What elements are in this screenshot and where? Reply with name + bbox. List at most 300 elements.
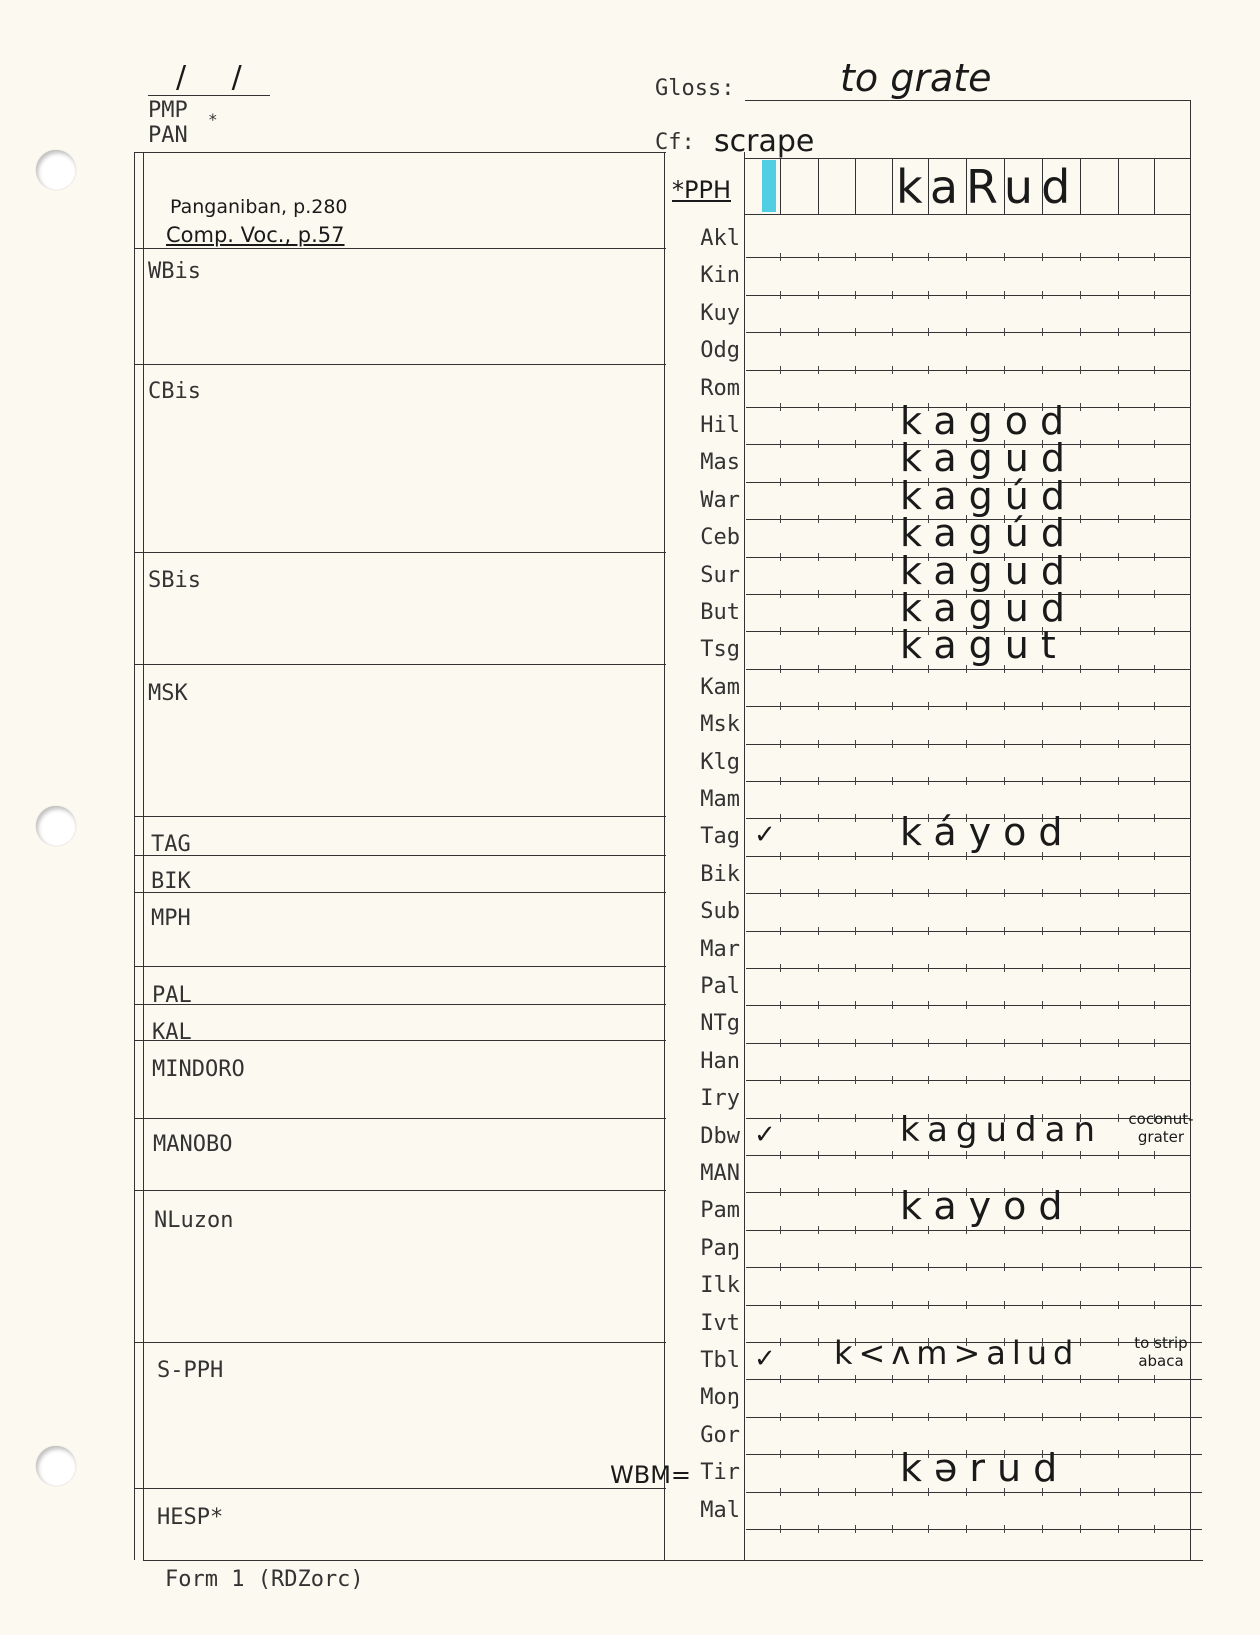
row-tick: [818, 1001, 819, 1009]
row-tick: [928, 366, 929, 374]
row-tick: [855, 1301, 856, 1309]
row-tick: [928, 1263, 929, 1271]
row-tick: [1004, 1001, 1005, 1009]
row-tick: [780, 1413, 781, 1421]
language-row-line: [746, 370, 1190, 371]
row-tick: [818, 702, 819, 710]
row-tick: [1118, 702, 1119, 710]
row-tick: [892, 964, 893, 972]
row-tick: [1042, 1039, 1043, 1047]
row-tick: [780, 852, 781, 860]
language-code: Gor: [700, 1422, 740, 1448]
row-tick: [1154, 889, 1155, 897]
row-tick: [892, 777, 893, 785]
row-tick: [855, 1450, 856, 1458]
row-tick: [1080, 328, 1081, 336]
row-tick: [892, 702, 893, 710]
row-tick: [855, 1263, 856, 1271]
row-tick: [1118, 1338, 1119, 1346]
tir-prefix: WBM=: [610, 1461, 692, 1489]
row-tick: [1080, 1525, 1081, 1533]
language-form: kərud: [900, 1446, 1070, 1491]
row-tick: [1154, 478, 1155, 486]
language-code: Mal: [700, 1497, 740, 1523]
language-code: Akl: [700, 226, 740, 251]
row-tick: [855, 1001, 856, 1009]
row-tick: [1118, 291, 1119, 299]
region-label: NLuzon: [154, 1208, 234, 1233]
region-divider: [134, 1004, 666, 1005]
row-tick: [780, 1263, 781, 1271]
row-tick: [855, 740, 856, 748]
row-tick: [1080, 665, 1081, 673]
check-mark: ✓: [754, 1119, 776, 1150]
language-row-line: [746, 1005, 1190, 1006]
row-tick: [855, 291, 856, 299]
row-tick: [1118, 1413, 1119, 1421]
source-note: Comp. Voc., p.57: [166, 223, 345, 247]
row-tick: [855, 889, 856, 897]
language-row-line: [746, 931, 1190, 932]
language-code: Mam: [700, 787, 740, 812]
row-tick: [1118, 927, 1119, 935]
row-tick: [1080, 1488, 1081, 1496]
row-tick: [1042, 253, 1043, 261]
row-tick: [780, 1039, 781, 1047]
row-tick: [855, 814, 856, 822]
row-tick: [855, 366, 856, 374]
row-tick: [1080, 291, 1081, 299]
row-tick: [818, 478, 819, 486]
row-tick: [855, 1226, 856, 1234]
row-tick: [1154, 403, 1155, 411]
row-tick: [1118, 1188, 1119, 1196]
language-row-line: [746, 706, 1190, 707]
pph-row-top: [744, 158, 1190, 159]
row-tick: [1004, 1375, 1005, 1383]
row-tick: [780, 590, 781, 598]
row-tick: [1042, 1375, 1043, 1383]
row-tick: [1004, 1525, 1005, 1533]
row-tick: [1154, 253, 1155, 261]
region-divider: [134, 1190, 666, 1191]
language-code: Ceb: [700, 525, 740, 551]
row-tick: [780, 1151, 781, 1159]
row-tick: [1080, 1001, 1081, 1009]
row-tick: [1154, 665, 1155, 673]
row-tick: [892, 1226, 893, 1234]
row-tick: [1004, 1151, 1005, 1159]
row-tick: [1004, 366, 1005, 374]
pph-grid-line: [1042, 158, 1043, 214]
row-tick: [1080, 702, 1081, 710]
row-tick: [892, 665, 893, 673]
row-tick: [966, 1151, 967, 1159]
language-code: Tsg: [700, 637, 740, 663]
row-tick: [818, 1039, 819, 1047]
row-tick: [855, 1151, 856, 1159]
row-tick: [1118, 366, 1119, 374]
row-tick: [780, 403, 781, 411]
row-tick: [855, 478, 856, 486]
row-tick: [1118, 1001, 1119, 1009]
row-tick: [1080, 1375, 1081, 1383]
row-tick: [1042, 1413, 1043, 1421]
region-label: MANOBO: [153, 1132, 233, 1157]
row-tick: [855, 1039, 856, 1047]
row-tick: [966, 889, 967, 897]
row-tick: [1042, 777, 1043, 785]
pph-grid-line: [1080, 158, 1081, 214]
language-code: Han: [700, 1048, 740, 1074]
row-tick: [966, 1413, 967, 1421]
row-tick: [1154, 852, 1155, 860]
row-tick: [1154, 590, 1155, 598]
language-code: Bik: [700, 861, 740, 887]
row-tick: [1080, 403, 1081, 411]
date-underline: [148, 95, 270, 96]
region-divider: [134, 1118, 666, 1119]
language-row-line: [746, 781, 1190, 782]
row-tick: [1042, 1076, 1043, 1084]
row-tick: [1154, 328, 1155, 336]
language-code: Dbw: [700, 1123, 740, 1149]
row-tick: [780, 1001, 781, 1009]
row-tick: [780, 1226, 781, 1234]
row-tick: [928, 1151, 929, 1159]
row-tick: [780, 627, 781, 635]
row-tick: [892, 440, 893, 448]
row-tick: [1004, 1076, 1005, 1084]
row-tick: [892, 1263, 893, 1271]
row-tick: [1154, 440, 1155, 448]
pph-grid-line: [1154, 158, 1155, 214]
gloss-underline: [745, 100, 1190, 101]
row-tick: [818, 1076, 819, 1084]
row-tick: [1004, 702, 1005, 710]
row-tick: [1080, 627, 1081, 635]
region-label: BIK: [151, 869, 191, 894]
language-row-line: [746, 669, 1190, 670]
language-form: kagúd: [900, 473, 1077, 518]
language-form: kagut: [900, 623, 1068, 668]
region-label: WBis: [148, 259, 201, 284]
region-divider: [134, 1488, 666, 1489]
row-tick: [1042, 740, 1043, 748]
language-code: MAN: [700, 1161, 740, 1186]
row-tick: [1042, 1263, 1043, 1271]
language-form: kagud: [900, 436, 1077, 481]
row-tick: [1118, 590, 1119, 598]
row-tick: [1080, 553, 1081, 561]
language-code: Tag: [700, 824, 740, 850]
language-row-line: [746, 1529, 1202, 1530]
row-tick: [855, 852, 856, 860]
row-tick: [1042, 702, 1043, 710]
region-label: TAG: [151, 832, 191, 857]
pph-grid-line: [855, 158, 856, 214]
row-tick: [892, 1151, 893, 1159]
row-tick: [892, 590, 893, 598]
row-tick: [818, 440, 819, 448]
row-tick: [928, 889, 929, 897]
row-tick: [1042, 889, 1043, 897]
row-tick: [928, 1413, 929, 1421]
row-tick: [966, 740, 967, 748]
reconstruction-label: *PPH: [672, 176, 731, 204]
row-tick: [1004, 1039, 1005, 1047]
row-tick: [892, 1188, 893, 1196]
row-tick: [1154, 1188, 1155, 1196]
row-tick: [1004, 740, 1005, 748]
row-tick: [1042, 1151, 1043, 1159]
row-tick: [1154, 515, 1155, 523]
region-label: SBis: [148, 568, 201, 593]
row-tick: [855, 403, 856, 411]
language-code: Tir: [700, 1460, 740, 1486]
row-tick: [1080, 1076, 1081, 1084]
row-tick: [818, 553, 819, 561]
row-tick: [1154, 1263, 1155, 1271]
binder-hole-top: [36, 150, 76, 190]
row-tick: [855, 964, 856, 972]
row-tick: [780, 1488, 781, 1496]
row-tick: [1042, 366, 1043, 374]
row-tick: [892, 1413, 893, 1421]
pph-grid-line: [818, 158, 819, 214]
row-tick: [1080, 964, 1081, 972]
row-tick: [928, 328, 929, 336]
language-code: Klg: [700, 749, 740, 775]
language-row-line: [746, 1417, 1202, 1418]
row-tick: [892, 253, 893, 261]
region-divider: [134, 364, 666, 365]
region-divider: [134, 816, 666, 817]
row-tick: [855, 1375, 856, 1383]
row-tick: [818, 740, 819, 748]
language-row-line: [746, 1080, 1190, 1081]
row-tick: [928, 777, 929, 785]
row-tick: [1118, 814, 1119, 822]
row-tick: [966, 1076, 967, 1084]
row-tick: [1154, 777, 1155, 785]
row-tick: [1042, 927, 1043, 935]
row-tick: [892, 403, 893, 411]
row-tick: [1080, 1151, 1081, 1159]
language-code: Mas: [700, 450, 740, 476]
language-code: Hil: [700, 413, 740, 438]
row-tick: [892, 1450, 893, 1458]
gloss-label: Gloss:: [655, 76, 735, 101]
row-tick: [780, 253, 781, 261]
row-tick: [1080, 852, 1081, 860]
language-row-line: [746, 1492, 1202, 1493]
row-tick: [1042, 291, 1043, 299]
row-tick: [1154, 964, 1155, 972]
row-tick: [928, 927, 929, 935]
row-tick: [966, 328, 967, 336]
row-tick: [780, 777, 781, 785]
row-tick: [818, 1301, 819, 1309]
row-tick: [855, 515, 856, 523]
row-tick: [966, 1039, 967, 1047]
pph-grid-line: [780, 158, 781, 214]
row-tick: [780, 553, 781, 561]
row-tick: [818, 253, 819, 261]
language-code: Moŋ: [700, 1385, 740, 1411]
row-tick: [818, 1226, 819, 1234]
language-code: Sur: [700, 562, 740, 588]
row-tick: [818, 1263, 819, 1271]
language-row-line: [746, 893, 1190, 894]
row-tick: [1118, 440, 1119, 448]
row-tick: [892, 553, 893, 561]
row-tick: [855, 927, 856, 935]
row-tick: [818, 814, 819, 822]
language-row-line: [746, 1230, 1190, 1231]
row-tick: [780, 665, 781, 673]
row-tick: [892, 1375, 893, 1383]
row-tick: [1154, 1450, 1155, 1458]
row-tick: [892, 291, 893, 299]
row-tick: [780, 1188, 781, 1196]
row-tick: [1118, 403, 1119, 411]
row-tick: [928, 1001, 929, 1009]
row-tick: [1042, 1301, 1043, 1309]
row-tick: [1118, 665, 1119, 673]
pph-grid-line: [1118, 158, 1119, 214]
row-tick: [928, 1039, 929, 1047]
row-tick: [855, 1188, 856, 1196]
row-tick: [818, 1338, 819, 1346]
row-tick: [1080, 1226, 1081, 1234]
language-row-line: [746, 1305, 1202, 1306]
row-tick: [818, 852, 819, 860]
row-tick: [855, 777, 856, 785]
row-tick: [1118, 1151, 1119, 1159]
language-row-line: [746, 1379, 1202, 1380]
row-tick: [1118, 1114, 1119, 1122]
row-tick: [855, 665, 856, 673]
row-tick: [1080, 1413, 1081, 1421]
language-row-line: [746, 1267, 1202, 1268]
row-tick: [855, 253, 856, 261]
row-tick: [780, 740, 781, 748]
row-tick: [818, 964, 819, 972]
row-tick: [892, 740, 893, 748]
region-divider: [134, 1040, 666, 1041]
row-tick: [855, 627, 856, 635]
row-tick: [1042, 1525, 1043, 1533]
row-tick: [818, 328, 819, 336]
row-tick: [818, 665, 819, 673]
row-tick: [966, 1263, 967, 1271]
row-tick: [1080, 515, 1081, 523]
row-tick: [780, 1114, 781, 1122]
row-tick: [966, 1375, 967, 1383]
language-code: Sub: [700, 899, 740, 925]
pph-grid-line: [1004, 158, 1005, 214]
row-tick: [818, 1450, 819, 1458]
row-tick: [1004, 328, 1005, 336]
row-tick: [780, 1338, 781, 1346]
row-tick: [928, 1525, 929, 1533]
row-tick: [1154, 366, 1155, 374]
row-tick: [780, 1076, 781, 1084]
row-tick: [892, 1488, 893, 1496]
reconstruction-form: kaRud: [896, 160, 1079, 214]
row-tick: [818, 1114, 819, 1122]
row-tick: [892, 1001, 893, 1009]
row-tick: [1118, 740, 1119, 748]
language-code: Paŋ: [700, 1235, 740, 1261]
row-tick: [966, 1525, 967, 1533]
region-label: PAL: [152, 983, 192, 1008]
row-tick: [892, 1114, 893, 1122]
row-tick: [780, 702, 781, 710]
row-tick: [1118, 1450, 1119, 1458]
check-mark: ✓: [754, 1344, 776, 1374]
row-tick: [928, 1076, 929, 1084]
row-tick: [818, 515, 819, 523]
language-form: kagod: [900, 399, 1077, 443]
row-tick: [818, 1375, 819, 1383]
row-tick: [855, 553, 856, 561]
language-form: kagúd: [900, 511, 1077, 556]
row-tick: [1080, 253, 1081, 261]
row-tick: [1118, 1488, 1119, 1496]
region-label: MPH: [151, 906, 191, 931]
region-divider: [134, 664, 666, 665]
row-tick: [966, 964, 967, 972]
language-row-line: [746, 295, 1190, 296]
row-tick: [818, 777, 819, 785]
row-tick: [818, 1151, 819, 1159]
row-tick: [1004, 1263, 1005, 1271]
row-tick: [780, 889, 781, 897]
row-tick: [966, 702, 967, 710]
row-tick: [780, 515, 781, 523]
row-tick: [1080, 1188, 1081, 1196]
row-tick: [818, 403, 819, 411]
row-tick: [1080, 1338, 1081, 1346]
row-tick: [780, 291, 781, 299]
row-tick: [1118, 253, 1119, 261]
language-code: Odg: [700, 338, 740, 364]
row-tick: [1154, 627, 1155, 635]
row-tick: [818, 1488, 819, 1496]
row-tick: [1118, 328, 1119, 336]
row-tick: [1080, 440, 1081, 448]
language-code: Mar: [700, 936, 740, 962]
language-form: kagud: [900, 586, 1077, 630]
gloss-value: to grate: [840, 56, 992, 100]
region-label: S-PPH: [157, 1358, 224, 1383]
language-note: coconut-grater: [1128, 1109, 1194, 1146]
row-tick: [892, 814, 893, 822]
language-code: But: [700, 600, 740, 625]
row-tick: [1042, 964, 1043, 972]
row-tick: [855, 1413, 856, 1421]
row-tick: [928, 1301, 929, 1309]
row-tick: [928, 253, 929, 261]
pmp-label: PMP: [148, 98, 188, 123]
row-tick: [818, 1413, 819, 1421]
region-divider: [134, 248, 666, 249]
row-tick: [818, 627, 819, 635]
row-tick: [780, 366, 781, 374]
row-tick: [892, 1525, 893, 1533]
